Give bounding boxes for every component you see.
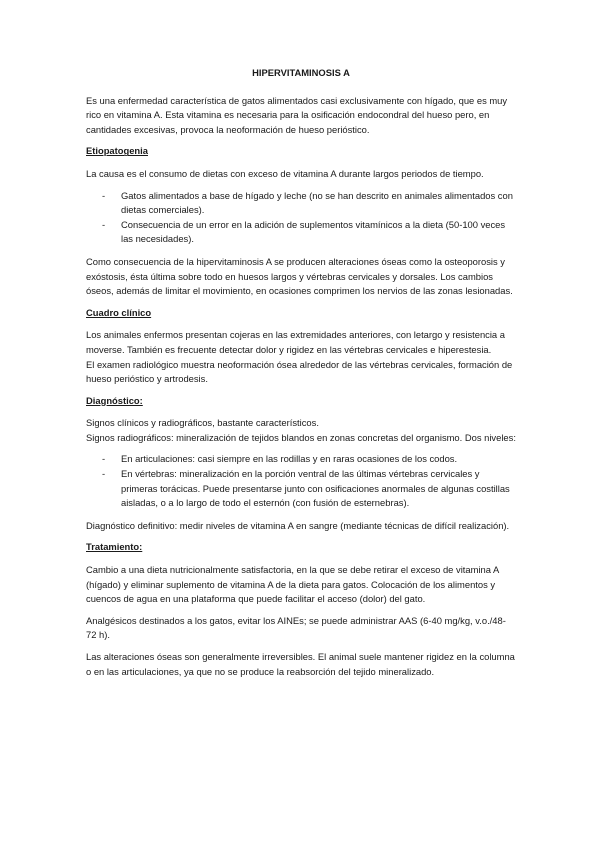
document-page <box>86 66 516 686</box>
etiopatogenia-paragraph-2: Como consecuencia de la hipervitaminosis A se producen alteraciones óseas como la osteoporosis y exóstosis, ésta última sobre todo en huesos largos y vértebras cervicales y dorsales. Los cambios óseos, además de limitar el movimiento, en ocasiones comprimen los nervios de las zonas lesionadas. <box>86 255 513 297</box>
etiopatogenia-paragraph-1: La causa es el consumo de dietas con exceso de vitamina A durante largos periodos de tiempo. <box>86 167 484 179</box>
diagnostico-list <box>86 452 516 510</box>
cuadro-paragraph-2: El examen radiológico muestra neoformación ósea alrededor de las vértebras cervicales, formación de hueso perióstico y artrodesis. <box>86 358 513 385</box>
etiopatogenia-list <box>86 189 516 247</box>
intro-paragraph: Es una enfermedad característica de gatos alimentados casi exclusivamente con hígado, que es muy rico en vitamina A. Esta vitamina es necesaria para la osificación endocondral del hueso pero, en cantidades excesivas, provoca la neoformación de hueso perióstico. <box>86 94 508 135</box>
diagnostico-paragraph-3: Diagnóstico definitivo: medir niveles de vitamina A en sangre (mediante técnicas de difícil realización). <box>86 519 510 531</box>
heading-cuadro-clinico: Cuadro clínico <box>86 306 152 318</box>
list-item: - Consecuencia de un error en la adición de suplementos vitamínicos a la dieta (50-100 veces las necesidades). <box>86 218 516 247</box>
heading-diagnostico: Diagnóstico: <box>86 394 143 406</box>
list-item: - Gatos alimentados a base de hígado y leche (no se han descrito en animales alimentados con dietas comerciales). <box>86 189 516 218</box>
heading-tratamiento: Tratamiento: <box>86 541 143 553</box>
tratamiento-paragraph-3: Las alteraciones óseas son generalmente irreversibles. El animal suele mantener rigidez en la columna o en las articulaciones, ya que no se produce la reabsorción del tejido mineralizado. <box>86 651 515 677</box>
heading-etiopatogenia: Etiopatogenia <box>86 145 148 157</box>
diagnostico-paragraph-2: Signos radiográficos: mineralización de tejidos blandos en zonas concretas del organismo. Dos niveles: <box>86 431 516 443</box>
tratamiento-paragraph-1: Cambio a una dieta nutricionalmente satisfactoria, en la que se debe retirar el exceso de vitamina A (hígado) y eliminar suplemento de vitamina A de la dieta para gatos. Colocación de los alimentos y cuencos de agua en una plataforma que puede facilitar el acceso (dolor) del gato. <box>86 564 499 605</box>
list-item: - En articulaciones: casi siempre en las rodillas y en raras ocasiones de los codos. <box>86 452 516 467</box>
diagnostico-paragraph-1: Signos clínicos y radiográficos, bastante característicos. <box>86 417 319 429</box>
document-title: HIPERVITAMINOSIS A <box>252 67 350 78</box>
list-item: - En vértebras: mineralización en la porción ventral de las últimas vértebras cervicales y primeras torácicas. Puede presentarse junto con osificaciones anormales de algunas costillas aisladas, o a lo largo de todo el esternón (con fusión de esternebras). <box>86 467 516 511</box>
cuadro-paragraph-1: Los animales enfermos presentan cojeras en las extremidades anteriores, con letargo y resistencia a moverse. También es frecuente detectar dolor y rigidez en las vértebras cervicales e hiperestesia. <box>86 329 505 355</box>
tratamiento-paragraph-2: Analgésicos destinados a los gatos, evitar los AINEs; se puede administrar AAS (6-40 mg/kg, v.o./48-72 h). <box>86 614 506 641</box>
